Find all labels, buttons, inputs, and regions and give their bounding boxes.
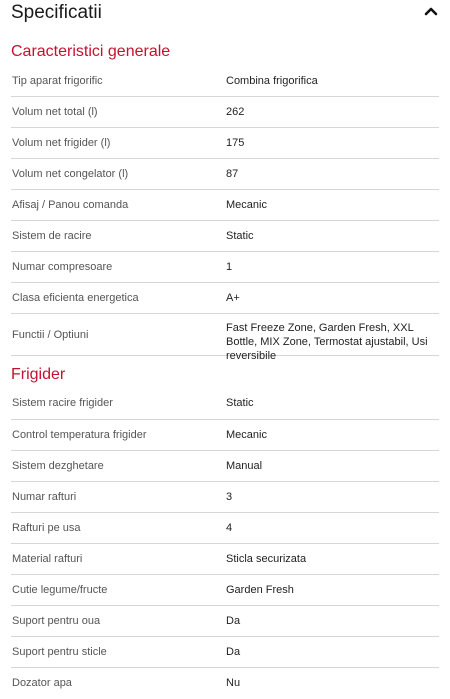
spec-row xyxy=(11,190,439,221)
specs-header[interactable] xyxy=(0,0,450,28)
spec-value: 175 xyxy=(226,137,245,149)
section-title-general: Caracteristici generale xyxy=(11,43,171,60)
spec-row xyxy=(11,606,439,637)
spec-label: Volum net total (l) xyxy=(12,106,98,118)
spec-label: Suport pentru oua xyxy=(12,615,101,627)
spec-label: Volum net congelator (l) xyxy=(12,168,129,180)
spec-row xyxy=(11,389,439,420)
spec-value: Combina frigorifica xyxy=(226,75,318,87)
spec-label: Sistem dezghetare xyxy=(12,460,104,472)
spec-value: 3 xyxy=(226,491,233,503)
spec-row xyxy=(11,66,439,97)
spec-label: Rafturi pe usa xyxy=(12,522,81,534)
spec-label: Numar rafturi xyxy=(12,491,77,503)
spec-value: 87 xyxy=(226,168,239,180)
spec-label: Clasa eficienta energetica xyxy=(12,292,139,304)
spec-row xyxy=(11,668,439,699)
spec-row xyxy=(11,637,439,668)
spec-row xyxy=(11,513,439,544)
spec-label: Control temperatura frigider xyxy=(12,429,147,441)
spec-label: Tip aparat frigorific xyxy=(12,75,103,87)
spec-label: Suport pentru sticle xyxy=(12,646,107,658)
spec-label: Volum net frigider (l) xyxy=(12,137,111,149)
spec-row xyxy=(11,283,439,314)
spec-label: Sistem racire frigider xyxy=(12,397,113,409)
spec-value: Da xyxy=(226,615,241,627)
spec-row xyxy=(11,97,439,128)
spec-value: Fast Freeze Zone, Garden Fresh, XXL Bottle, MIX Zone, Termostat ajustabil, Usi reversibile xyxy=(226,322,428,362)
spec-value: A+ xyxy=(226,292,240,304)
spec-value: Sticla securizata xyxy=(226,553,307,565)
spec-value: 262 xyxy=(226,106,245,118)
page-title: Specificatii xyxy=(11,2,102,23)
spec-label: Numar compresoare xyxy=(12,261,113,273)
spec-table-general xyxy=(11,66,439,362)
spec-value: 4 xyxy=(226,522,233,534)
spec-table-fridge xyxy=(11,389,439,699)
spec-label: Cutie legume/fructe xyxy=(12,584,108,596)
spec-row xyxy=(11,128,439,159)
spec-value: Nu xyxy=(226,677,241,689)
spec-row xyxy=(11,252,439,283)
section-title-fridge: Frigider xyxy=(11,366,66,383)
spec-value: 1 xyxy=(226,261,233,273)
spec-value: Garden Fresh xyxy=(226,584,294,596)
spec-row xyxy=(11,544,439,575)
spec-label: Functii / Optiuni xyxy=(12,329,89,341)
spec-value: Manual xyxy=(226,460,263,472)
spec-label: Dozator apa xyxy=(12,677,72,689)
chevron-up-icon[interactable] xyxy=(424,6,438,16)
spec-label: Sistem de racire xyxy=(12,230,92,242)
spec-row xyxy=(11,159,439,190)
spec-value: Mecanic xyxy=(226,199,267,211)
spec-row xyxy=(11,575,439,606)
spec-label: Material rafturi xyxy=(12,553,83,565)
spec-value: Static xyxy=(226,230,254,242)
spec-value: Mecanic xyxy=(226,429,267,441)
spec-row xyxy=(11,221,439,252)
spec-label: Afisaj / Panou comanda xyxy=(12,199,129,211)
spec-row xyxy=(11,420,439,451)
spec-row xyxy=(11,451,439,482)
spec-value: Static xyxy=(226,397,254,409)
spec-row xyxy=(11,314,439,362)
spec-row xyxy=(11,482,439,513)
spec-value: Da xyxy=(226,646,241,658)
